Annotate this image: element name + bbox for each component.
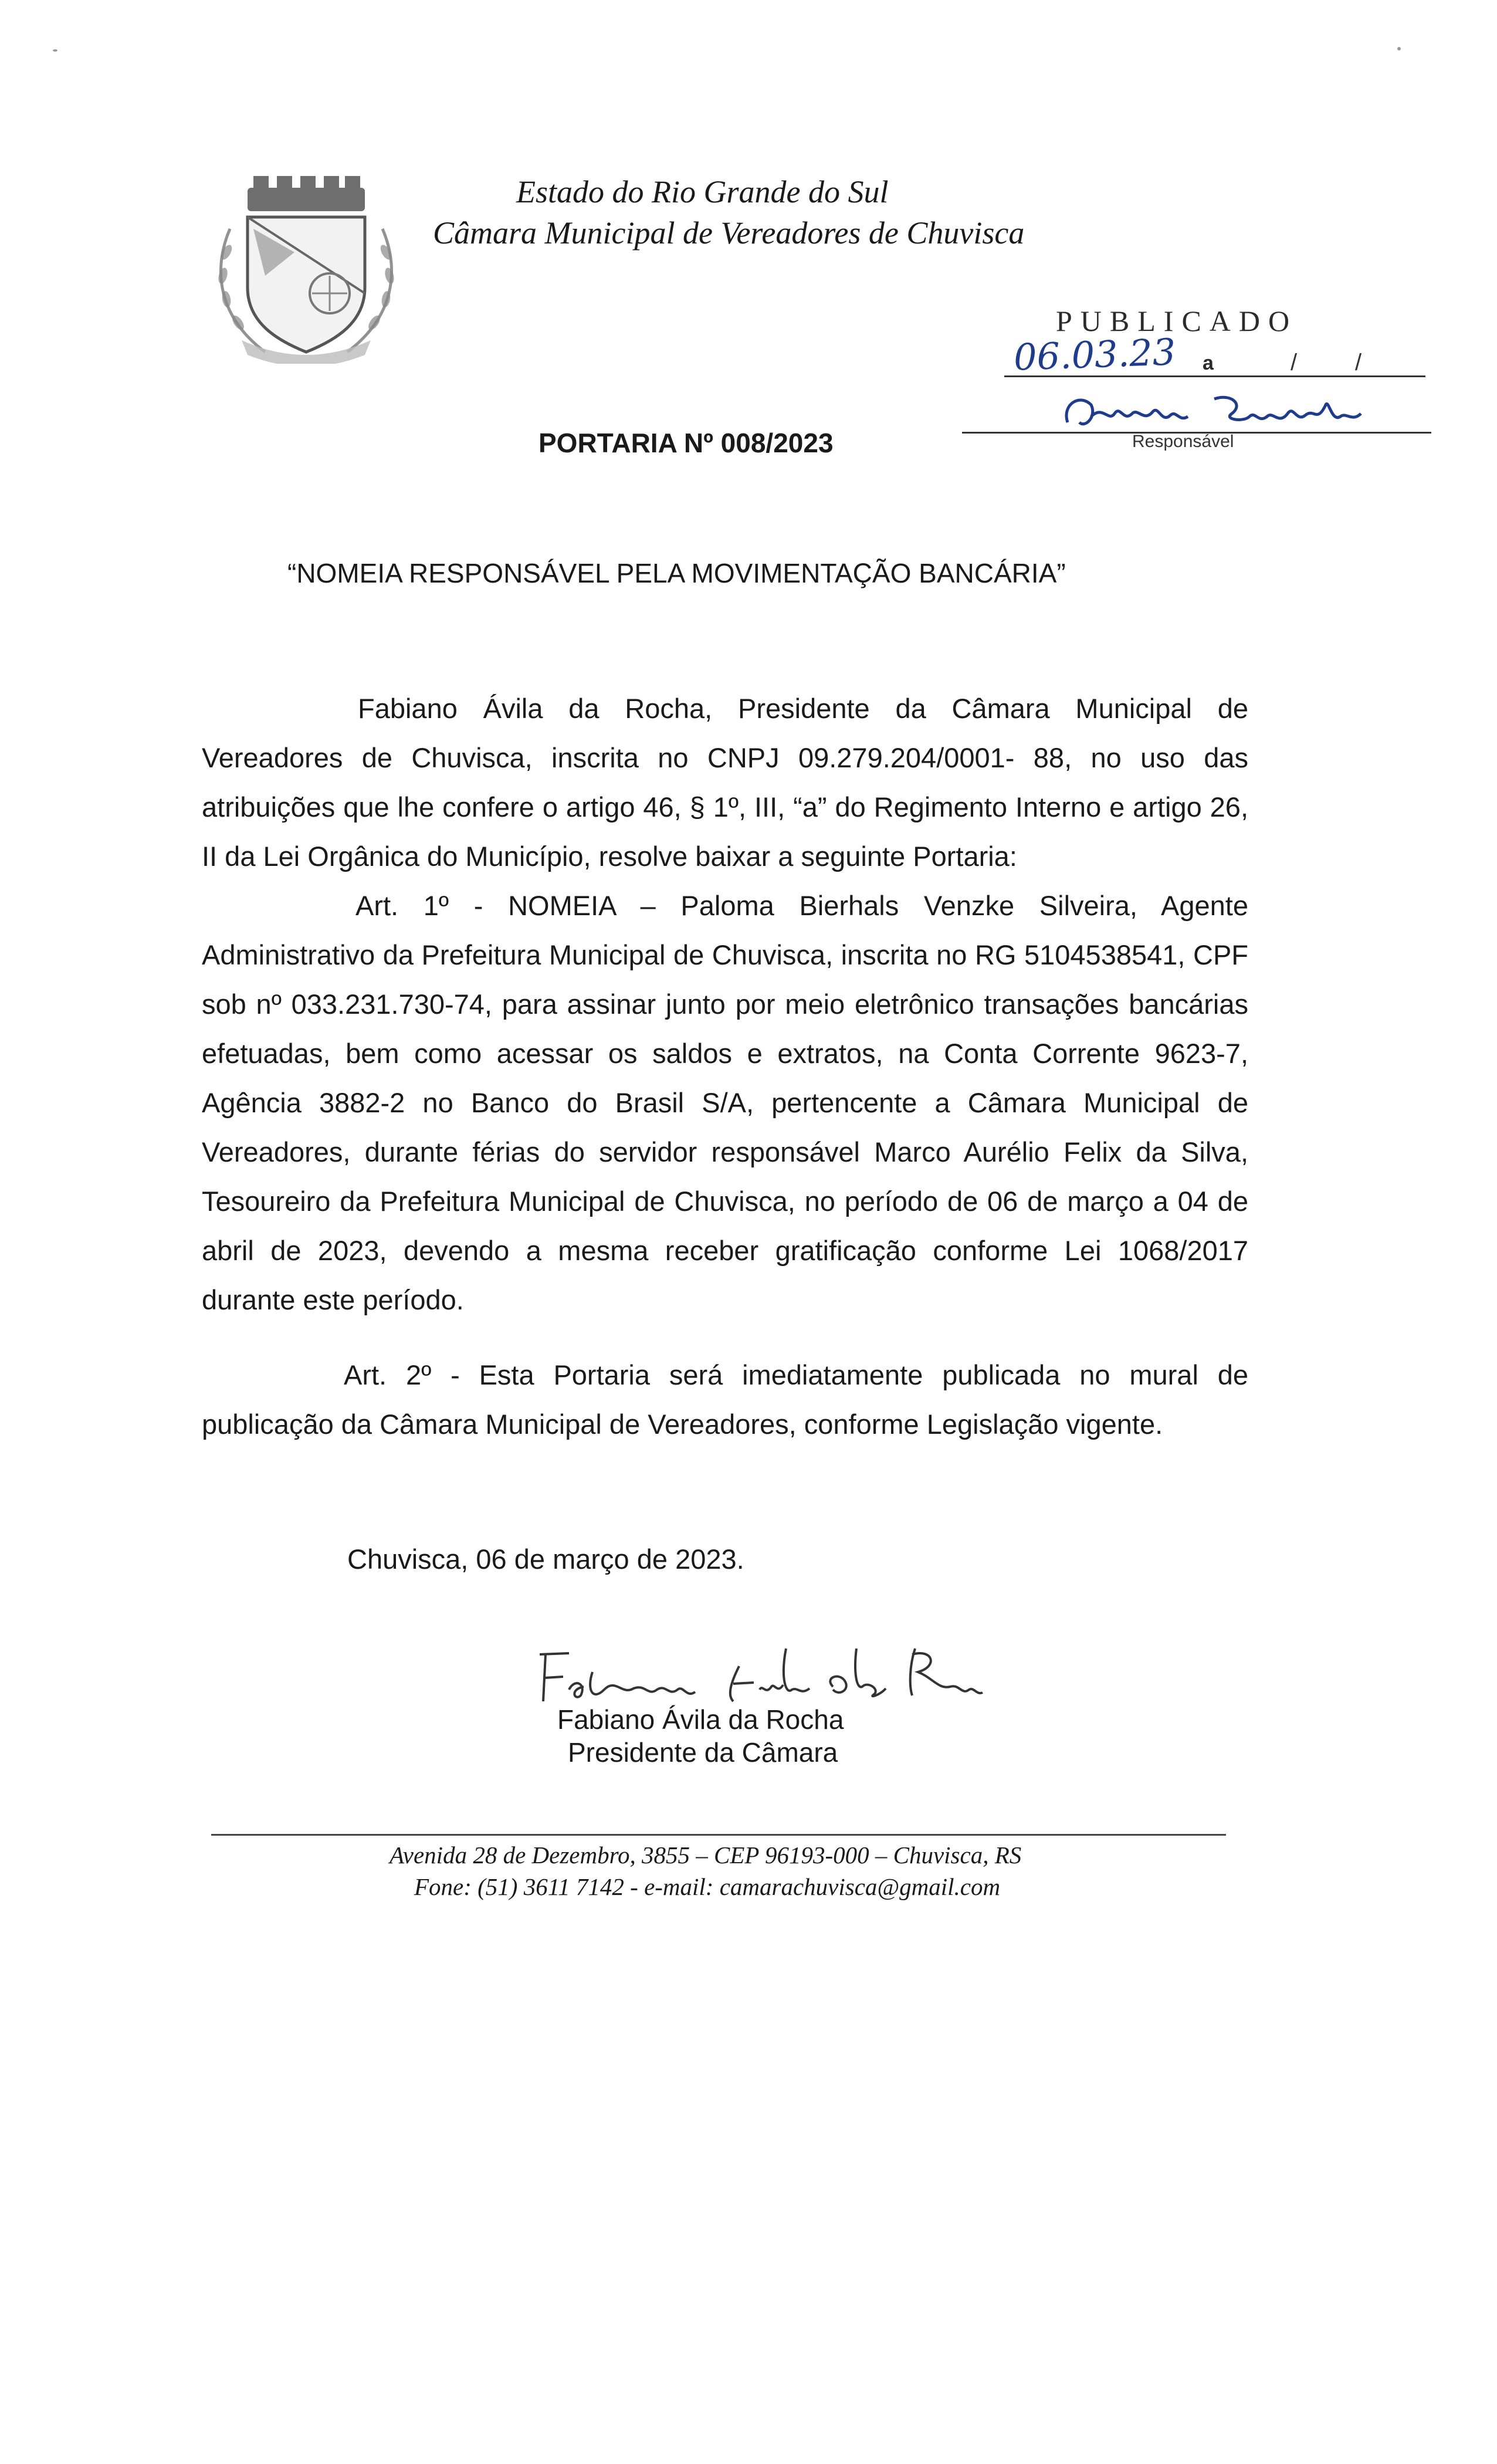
- footer-divider: [211, 1834, 1226, 1836]
- stamp-separator: /: [1291, 350, 1298, 375]
- scan-speck: [53, 49, 57, 52]
- footer-contact: Fone: (51) 3611 7142 - e-mail: camarachuvisca@gmail.com: [414, 1873, 1001, 1900]
- stamp-signature: [1056, 381, 1384, 440]
- stamp-title: PUBLICADO: [1056, 304, 1298, 337]
- header-chamber: Câmara Municipal de Vereadores de Chuvisca: [433, 215, 1025, 251]
- stamp-date: 06.03.23: [1012, 330, 1177, 379]
- stamp-connector: a: [1203, 352, 1214, 374]
- signer-name: Fabiano Ávila da Rocha: [557, 1704, 844, 1735]
- article-2-paragraph: Art. 2º - Esta Portaria será imediatamente publicada no mural de publicação da Câmara Municipal de Vereadores, conforme Legislação vigente.: [202, 1359, 1248, 1440]
- stamp-responsible-label: Responsável: [1132, 432, 1234, 451]
- stamp-rule: [1004, 375, 1239, 377]
- signer-role: Presidente da Câmara: [568, 1737, 838, 1768]
- preamble-paragraph: Fabiano Ávila da Rocha, Presidente da Câmara Municipal de Vereadores de Chuvisca, inscrita no CNPJ 09.279.204/0001- 88, no uso das atribuições que lhe confere o artigo 46, § 1º, III, “a” do Regimento Interno e artigo 26, II da Lei Orgânica do Município, resolve baixar a seguinte Portaria:: [202, 693, 1248, 872]
- portaria-number: PORTARIA Nº 008/2023: [538, 428, 834, 458]
- stamp-rule: [1232, 375, 1425, 377]
- publicado-stamp: [962, 293, 1443, 458]
- city-date: Chuvisca, 06 de março de 2023.: [347, 1544, 744, 1575]
- header-state: Estado do Rio Grande do Sul: [516, 174, 889, 209]
- article-1-paragraph: Art. 1º - NOMEIA – Paloma Bierhals Venzke Silveira, Agente Administrativo da Prefeitura Municipal de Chuvisca, inscrita no RG 5104538541, CPF sob nº 033.231.730-74, para assinar junto por meio eletrônico transações bancárias efetuadas, bem como acessar os saldos e extratos, na Conta Corrente 9623-7, Agência 3882-2 no Banco do Brasil S/A, pertencente a Câmara Municipal de Vereadores, durante férias do servidor responsável Marco Aurélio Felix da Silva, Tesoureiro da Prefeitura Municipal de Chuvisca, no período de 06 de março a 04 de abril de 2023, devendo a mesma receber gratificação conforme Lei 1068/2017 durante este período.: [202, 890, 1248, 1315]
- footer-address: Avenida 28 de Dezembro, 3855 – CEP 96193-000 – Chuvisca, RS: [390, 1842, 1022, 1869]
- coat-of-arms-emblem: [206, 176, 406, 364]
- stamp-separator: /: [1355, 350, 1362, 375]
- president-signature: [528, 1631, 985, 1713]
- portaria-subject: “NOMEIA RESPONSÁVEL PELA MOVIMENTAÇÃO BANCÁRIA”: [287, 558, 1066, 588]
- scan-speck: [1397, 47, 1401, 50]
